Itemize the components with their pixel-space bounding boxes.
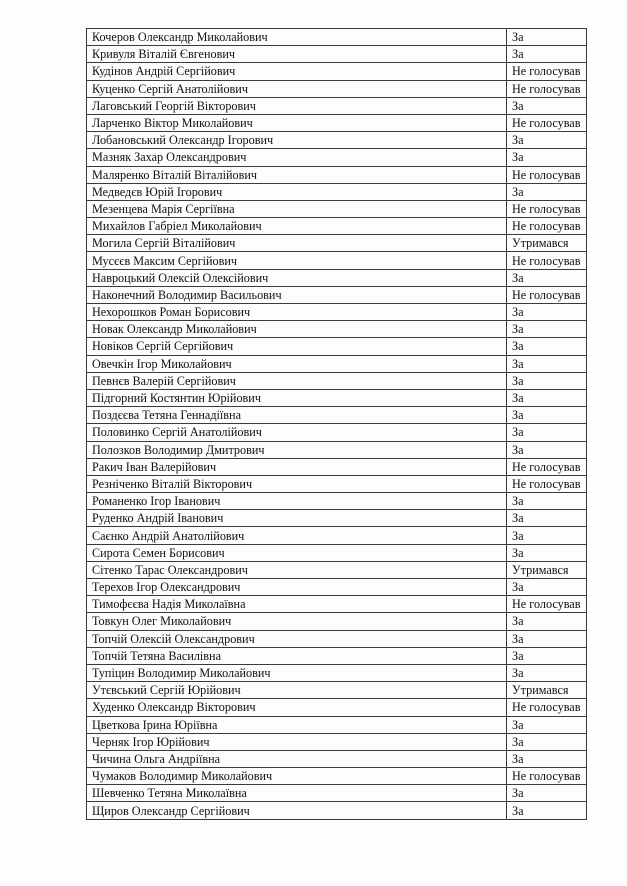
table-row bbox=[87, 235, 587, 252]
deputy-name-cell: Тимофєєва Надія Миколаївна bbox=[87, 596, 507, 613]
vote-result-cell: Не голосував bbox=[507, 166, 587, 183]
deputy-name-cell: Поздєєва Тетяна Геннадіївна bbox=[87, 407, 507, 424]
vote-result-cell: За bbox=[507, 527, 587, 544]
table-row bbox=[87, 579, 587, 596]
deputy-name-cell: Маляренко Віталій Віталійович bbox=[87, 166, 507, 183]
vote-result-cell: За bbox=[507, 355, 587, 372]
deputy-name-cell: Навроцький Олексій Олексійович bbox=[87, 269, 507, 286]
vote-result-cell: За bbox=[507, 664, 587, 681]
vote-result-cell: Утримався bbox=[507, 682, 587, 699]
vote-result-cell: Не голосував bbox=[507, 114, 587, 131]
deputy-name-cell: Щиров Олександр Сергійович bbox=[87, 802, 507, 819]
vote-result-cell: Не голосував bbox=[507, 252, 587, 269]
table-row bbox=[87, 682, 587, 699]
vote-result-cell: За bbox=[507, 493, 587, 510]
table-row bbox=[87, 527, 587, 544]
deputy-name-cell: Полозков Володимир Дмитрович bbox=[87, 441, 507, 458]
vote-result-cell: За bbox=[507, 29, 587, 46]
vote-result-cell: За bbox=[507, 269, 587, 286]
deputy-name-cell: Новак Олександр Миколайович bbox=[87, 321, 507, 338]
vote-result-cell: За bbox=[507, 733, 587, 750]
vote-result-cell: За bbox=[507, 97, 587, 114]
vote-result-cell: Не голосував bbox=[507, 475, 587, 492]
table-row bbox=[87, 544, 587, 561]
deputy-name-cell: Нехорошков Роман Борисович bbox=[87, 304, 507, 321]
deputy-name-cell: Мусєєв Максим Сергійович bbox=[87, 252, 507, 269]
deputy-name-cell: Чичина Ольга Андріївна bbox=[87, 750, 507, 767]
table-row bbox=[87, 802, 587, 819]
table-row bbox=[87, 321, 587, 338]
table-row bbox=[87, 510, 587, 527]
vote-result-cell: За bbox=[507, 785, 587, 802]
deputy-name-cell: Саєнко Андрій Анатолійович bbox=[87, 527, 507, 544]
table-row bbox=[87, 46, 587, 63]
table-row bbox=[87, 475, 587, 492]
deputy-name-cell: Топчій Олексій Олександрович bbox=[87, 630, 507, 647]
deputy-name-cell: Половинко Сергій Анатолійович bbox=[87, 424, 507, 441]
vote-results-body bbox=[87, 29, 587, 820]
table-row bbox=[87, 29, 587, 46]
table-row bbox=[87, 561, 587, 578]
vote-result-cell: За bbox=[507, 372, 587, 389]
vote-results-table bbox=[86, 28, 587, 820]
table-row bbox=[87, 183, 587, 200]
deputy-name-cell: Лобановський Олександр Ігорович bbox=[87, 132, 507, 149]
deputy-name-cell: Кривуля Віталій Євгенович bbox=[87, 46, 507, 63]
table-row bbox=[87, 596, 587, 613]
deputy-name-cell: Утєвський Сергій Юрійович bbox=[87, 682, 507, 699]
vote-result-cell: Не голосував bbox=[507, 80, 587, 97]
table-row bbox=[87, 114, 587, 131]
table-row bbox=[87, 149, 587, 166]
deputy-name-cell: Руденко Андрій Іванович bbox=[87, 510, 507, 527]
table-row bbox=[87, 338, 587, 355]
vote-result-cell: За bbox=[507, 407, 587, 424]
table-row bbox=[87, 664, 587, 681]
table-row bbox=[87, 699, 587, 716]
vote-result-cell: За bbox=[507, 321, 587, 338]
table-row bbox=[87, 218, 587, 235]
deputy-name-cell: Медведєв Юрій Ігорович bbox=[87, 183, 507, 200]
deputy-name-cell: Тупіцин Володимир Миколайович bbox=[87, 664, 507, 681]
table-row bbox=[87, 750, 587, 767]
table-row bbox=[87, 200, 587, 217]
vote-result-cell: Утримався bbox=[507, 235, 587, 252]
table-row bbox=[87, 286, 587, 303]
table-row bbox=[87, 768, 587, 785]
table-row bbox=[87, 458, 587, 475]
vote-result-cell: За bbox=[507, 802, 587, 819]
deputy-name-cell: Шевченко Тетяна Миколаївна bbox=[87, 785, 507, 802]
vote-result-cell: Не голосував bbox=[507, 458, 587, 475]
table-row bbox=[87, 80, 587, 97]
vote-result-cell: Не голосував bbox=[507, 200, 587, 217]
vote-result-cell: Не голосував bbox=[507, 768, 587, 785]
table-row bbox=[87, 372, 587, 389]
table-row bbox=[87, 785, 587, 802]
vote-result-cell: За bbox=[507, 716, 587, 733]
vote-result-cell: Не голосував bbox=[507, 286, 587, 303]
deputy-name-cell: Черняк Ігор Юрійович bbox=[87, 733, 507, 750]
deputy-name-cell: Ларченко Віктор Миколайович bbox=[87, 114, 507, 131]
vote-result-cell: За bbox=[507, 424, 587, 441]
deputy-name-cell: Могила Сергій Віталійович bbox=[87, 235, 507, 252]
deputy-name-cell: Кочеров Олександр Миколайович bbox=[87, 29, 507, 46]
deputy-name-cell: Лаговський Георгій Вікторович bbox=[87, 97, 507, 114]
vote-result-cell: Не голосував bbox=[507, 218, 587, 235]
vote-result-cell: За bbox=[507, 132, 587, 149]
vote-result-cell: За bbox=[507, 389, 587, 406]
deputy-name-cell: Топчій Тетяна Василівна bbox=[87, 647, 507, 664]
vote-result-cell: За bbox=[507, 613, 587, 630]
deputy-name-cell: Чумаков Володимир Миколайович bbox=[87, 768, 507, 785]
deputy-name-cell: Сирота Семен Борисович bbox=[87, 544, 507, 561]
deputy-name-cell: Сітенко Тарас Олександрович bbox=[87, 561, 507, 578]
deputy-name-cell: Резніченко Віталій Вікторович bbox=[87, 475, 507, 492]
deputy-name-cell: Романенко Ігор Іванович bbox=[87, 493, 507, 510]
vote-result-cell: Не голосував bbox=[507, 63, 587, 80]
deputy-name-cell: Ракич Іван Валерійович bbox=[87, 458, 507, 475]
deputy-name-cell: Терехов Ігор Олександрович bbox=[87, 579, 507, 596]
table-row bbox=[87, 166, 587, 183]
deputy-name-cell: Певнєв Валерій Сергійович bbox=[87, 372, 507, 389]
vote-result-cell: За bbox=[507, 750, 587, 767]
deputy-name-cell: Цветкова Ірина Юріївна bbox=[87, 716, 507, 733]
table-row bbox=[87, 132, 587, 149]
table-row bbox=[87, 63, 587, 80]
vote-result-cell: За bbox=[507, 304, 587, 321]
deputy-name-cell: Наконечний Володимир Васильович bbox=[87, 286, 507, 303]
table-row bbox=[87, 441, 587, 458]
vote-result-cell: За bbox=[507, 579, 587, 596]
table-row bbox=[87, 630, 587, 647]
table-row bbox=[87, 269, 587, 286]
deputy-name-cell: Товкун Олег Миколайович bbox=[87, 613, 507, 630]
vote-result-cell: За bbox=[507, 647, 587, 664]
table-row bbox=[87, 493, 587, 510]
vote-result-cell: За bbox=[507, 183, 587, 200]
table-row bbox=[87, 252, 587, 269]
vote-result-cell: За bbox=[507, 630, 587, 647]
deputy-name-cell: Мезенцева Марія Сергіївна bbox=[87, 200, 507, 217]
table-row bbox=[87, 424, 587, 441]
table-row bbox=[87, 716, 587, 733]
table-row bbox=[87, 733, 587, 750]
deputy-name-cell: Кудінов Андрій Сергійович bbox=[87, 63, 507, 80]
deputy-name-cell: Новіков Сергій Сергійович bbox=[87, 338, 507, 355]
deputy-name-cell: Куценко Сергій Анатолійович bbox=[87, 80, 507, 97]
deputy-name-cell: Худенко Олександр Вікторович bbox=[87, 699, 507, 716]
table-row bbox=[87, 389, 587, 406]
deputy-name-cell: Підгорний Костянтин Юрійович bbox=[87, 389, 507, 406]
deputy-name-cell: Мазняк Захар Олександрович bbox=[87, 149, 507, 166]
vote-result-cell: Утримався bbox=[507, 561, 587, 578]
deputy-name-cell: Михайлов Габріел Миколайович bbox=[87, 218, 507, 235]
table-row bbox=[87, 97, 587, 114]
vote-result-cell: За bbox=[507, 46, 587, 63]
vote-result-cell: За bbox=[507, 441, 587, 458]
table-row bbox=[87, 613, 587, 630]
table-row bbox=[87, 647, 587, 664]
deputy-name-cell: Овечкін Ігор Миколайович bbox=[87, 355, 507, 372]
vote-result-cell: За bbox=[507, 510, 587, 527]
table-row bbox=[87, 355, 587, 372]
table-row bbox=[87, 304, 587, 321]
vote-result-cell: Не голосував bbox=[507, 699, 587, 716]
vote-result-cell: Не голосував bbox=[507, 596, 587, 613]
vote-result-cell: За bbox=[507, 149, 587, 166]
table-row bbox=[87, 407, 587, 424]
vote-result-cell: За bbox=[507, 544, 587, 561]
vote-result-cell: За bbox=[507, 338, 587, 355]
